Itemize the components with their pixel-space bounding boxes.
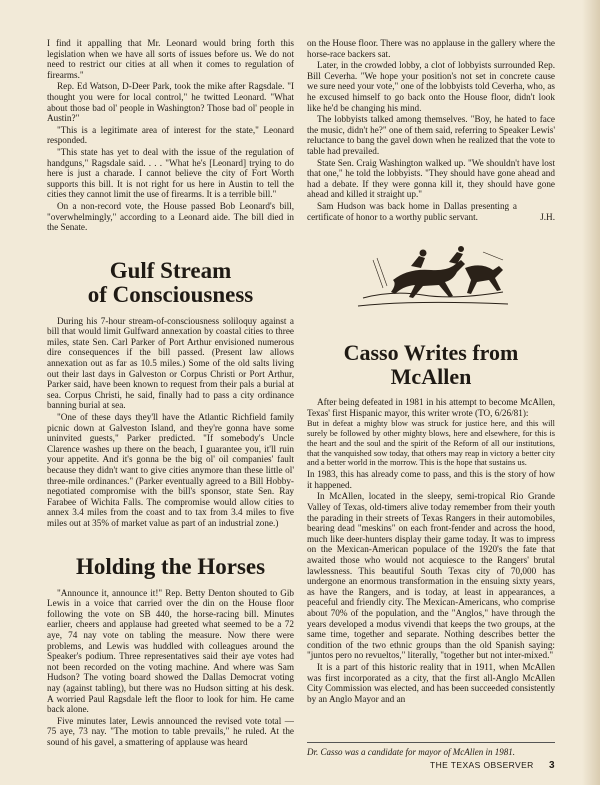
paragraph: "This is a legitimate area of interest for the state," Leonard responded. (47, 124, 294, 146)
paragraph: on the House floor. There was no applause in the gallery where the horse-race backers sat. (307, 38, 555, 59)
horse-race-illustration (353, 240, 513, 315)
page-number: 3 (549, 760, 555, 771)
paragraph: "This state has yet to deal with the issue of the regulation of handguns," Ragsdale said. . . . "What he's [Leonard] trying to do here is just a charade. I cannot believe the city of Fort Worth supports this bill. It is not right for us here in Austin to tell the cities they cannot limit the use of firearms. It is a terrible bill." (47, 146, 294, 200)
paragraph: Rep. Ed Watson, D-Deer Park, took the mike after Ragsdale. "I thought you were for local control," he twitted Leonard. "What about those bad ol' people in Washington? Those bad ol' people in Austin?" (47, 81, 294, 124)
paragraph: In McAllen, located in the sleepy, semi-tropical Rio Grande Valley of Texas, old-timers alive today remember from their youth the parading in their streets of Texas Rangers in their automobiles, bearing dead "meskins" on each front-fender and across the hood, much like deer-hunters display their game today. It was to impress on the Mexican-American populace of the 1920's the fate that awaited those who would not acquiesce to the Rangers' brutal lawlessness. This beautiful South Texas city of 70,000 has undergone an enormous transformation in the ensuing sixty years, as have the Rangers, and is today, at least in appearances, a peaceful and friendly city. The Mexican-Americans, who comprise about 70% of the population, and the "Anglos," have through the years developed a modus vivendi that keeps the two groups, at the same time, together and separate. Nothing describes better the condition of the two ethnic groups than the old Spanish saying: "juntos pero no revueltos," literally, "together but not inter-mixed." (307, 491, 555, 661)
paragraph: During his 7-hour stream-of-consciousness soliloquy against a bill that would limit Gulfward annexation by coastal cities to three miles, state Sen. Carl Parker of Port Arthur envisioned numerous dire consequences if the bill passed. (Present law allows annexation out as far as 10.5 miles.) Some of the old salts living out their last days in Galveston or Corpus Christi or Port Arthur, Parker said, have been known to request from their pals a burial at sea. Corpus Christi, he said, finally had to pass a city ordinance banning burial at sea. (47, 315, 294, 411)
paragraph: Sam Hudson was back home in Dallas presenting a certificate of honor to a worthy public servant. (307, 200, 517, 222)
block-quote: But in defeat a mighty blow was struck for justice here, and this will surely be followed by other mighty blows, here and elsewhere, for this is the heart and the soul and the spirit of the Reform of all our institutions, that the vanquished sow today, that others may reap in victory a better city and a better world in the morrow. This is the hope that sustains us. (307, 419, 555, 468)
page-edge-shadow (582, 0, 600, 785)
signoff-paragraph (307, 201, 555, 222)
paragraph: After being defeated in 1981 in his attempt to become McAllen, Texas' first Hispanic mayor, this writer wrote (TO, 6/26/81): (307, 397, 555, 418)
paragraph: On a non-record vote, the House passed Bob Leonard's bill, "overwhelmingly," according to a Leonard aide. The bill died in the Senate. (47, 200, 294, 233)
paragraph: The lobbyists talked among themselves. "Boy, he hated to face the music, didn't he?" one of them said, referring to Speaker Lewis' reluctance to bang the gavel down when he realized that the vote to table had prevailed. (307, 114, 555, 156)
paragraph: It is a part of this historic reality that in 1911, when McAllen was first incorporated as a city, that the first all-Anglo McAllen City Commission was elected, and has been succeeded consistently by an Anglo Mayor and an (307, 661, 555, 704)
right-column (307, 38, 555, 705)
page-footer (430, 760, 555, 771)
paragraph: Later, in the crowded lobby, a clot of lobbyists surrounded Rep. Bill Ceverha. "We hope your position's not set in concrete cause we sure need your vote," one of the lobbyists told Ceverha, who, as he excused himself to go back onto the House floor, didn't look like he'd be changing his mind. (307, 60, 555, 113)
left-column (47, 38, 294, 748)
publication-name: THE TEXAS OBSERVER (430, 760, 534, 770)
headline-line: of Consciousness (87, 281, 254, 307)
paragraph: "Announce it, announce it!" Rep. Betty Denton shouted to Gib Lewis in a voice that carried over the din on the House floor following the vote on SB 440, the horse-racing bill. Minutes earlier, cheers and applause had greeted what seemed to be a 72 aye, 74 nay vote on tabling the measure. Now there were problems, and Lewis was huddled with colleagues around the Speaker's podium. Three representatives said their aye votes had not been recorded on the voting machine. And where was Sam Hudson? The voting board showed the Dallas Democrat voting nay (against tabling), but there was no Hudson sitting at his desk. A worried Paul Ragsdale left the floor to look for him. He came back alone. (47, 587, 294, 715)
paragraph: In 1983, this has already come to pass, and this is the story of how it happened. (307, 469, 555, 490)
paragraph: Five minutes later, Lewis announced the revised vote total — 75 aye, 73 nay. "The motion to table prevails," he ruled. At the sound of his gavel, a smattering of applause was heard (47, 715, 294, 747)
author-initials: J.H. (540, 211, 555, 222)
paragraph: I find it appalling that Mr. Leonard would bring forth this legislation when we have all sorts of issues before us. We do not need to restrict our cities at all when it comes to regulation of firearms." (47, 38, 294, 80)
casso-headline: Casso Writes from McAllen (343, 340, 519, 390)
gulf-stream-headline (47, 259, 294, 307)
headline-line: Gulf Stream (109, 257, 232, 283)
author-footnote: Dr. Casso was a candidate for mayor of McAllen in 1981. (307, 742, 555, 757)
paragraph: State Sen. Craig Washington walked up. "We shouldn't have lost that one," he told the lobbyists. "They should have gone ahead and had a debate. If they were gonna kill it, they should have gone ahead and killed it straight up." (307, 157, 555, 200)
paragraph: "One of these days they'll have the Atlantic Richfield family picnic down at Galveston Island, and they're gonna have some uninvited guests," Parker predicted. "If somebody's Uncle Clarence washes up there on the beach, I guarantee you, it'll ruin your appetite. And it's gonna be the big ol' oil companies' fault because they didn't want to give cities anymore than these little ol' three-mile ordinances." (Parker eventually agreed to a Bill Hobby-negotiated compromise with the bill's sponsor, state Sen. Ray Farabee of Wichita Falls. The compromise would allow cities to annex 3.4 miles from the coast and to tax from 3.4 miles to five miles out at 35% of market value as part of an industrial zone.) (47, 412, 294, 528)
holding-horses-headline: Holding the Horses (75, 553, 266, 579)
